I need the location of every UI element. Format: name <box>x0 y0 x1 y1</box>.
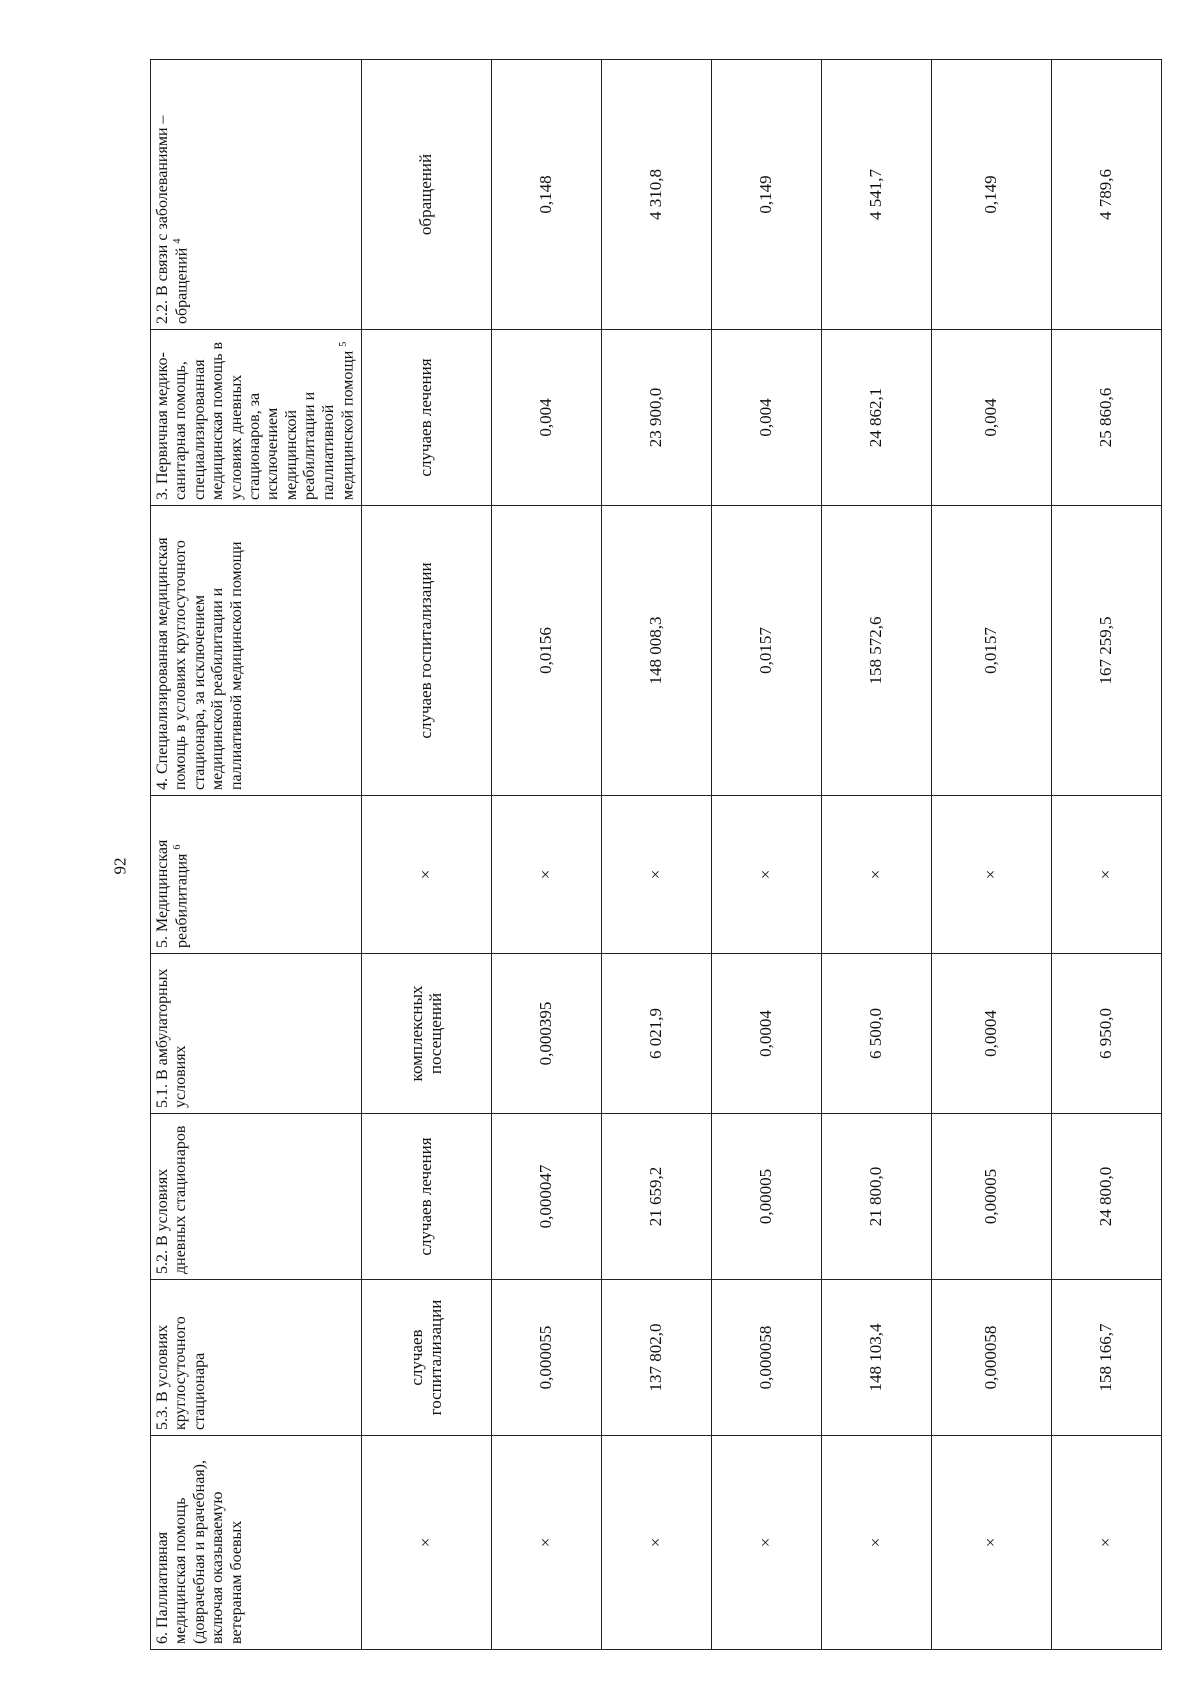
field-row-v3 <box>821 60 931 1650</box>
value-cell: 0,0157 <box>711 506 821 796</box>
row-label-text: 2.2. В связи с заболеваниями – обращений <box>154 115 191 324</box>
footnote-ref: 5 <box>337 341 349 347</box>
value-cell: 0,000058 <box>931 1280 1051 1436</box>
value-cell: 158 166,7 <box>1051 1280 1161 1436</box>
row-label <box>151 1280 362 1436</box>
value-cell: × <box>711 1436 821 1650</box>
unit-cell: обращений <box>361 60 491 330</box>
unit-cell: × <box>361 796 491 954</box>
value-cell: 158 572,6 <box>821 506 931 796</box>
footnote-ref: 4 <box>172 238 184 244</box>
value-cell: × <box>821 796 931 954</box>
row-label <box>151 1436 362 1650</box>
value-cell: 24 862,1 <box>821 330 931 506</box>
value-cell: 23 900,0 <box>601 330 711 506</box>
value-cell: 21 659,2 <box>601 1114 711 1280</box>
unit-cell: случаев лечения <box>361 1114 491 1280</box>
field-row-v5 <box>1051 60 1161 1650</box>
value-cell: × <box>1051 1436 1161 1650</box>
value-cell: 0,0004 <box>711 954 821 1114</box>
unit-cell: случаев лечения <box>361 330 491 506</box>
norms-table <box>150 59 1162 1650</box>
row-label <box>151 1114 362 1280</box>
unit-cell: комплексных посещений <box>361 954 491 1114</box>
value-cell: × <box>491 796 601 954</box>
footnote-ref: 6 <box>172 844 184 850</box>
value-cell: 4 789,6 <box>1051 60 1161 330</box>
value-cell: 167 259,5 <box>1051 506 1161 796</box>
value-cell: 0,0157 <box>931 506 1051 796</box>
field-row-label <box>151 60 362 1650</box>
value-cell: × <box>1051 796 1161 954</box>
value-cell: × <box>931 796 1051 954</box>
value-cell: × <box>711 796 821 954</box>
field-row-v1 <box>601 60 711 1650</box>
row-label <box>151 506 362 796</box>
value-cell: 148 103,4 <box>821 1280 931 1436</box>
value-cell: × <box>821 1436 931 1650</box>
value-cell: × <box>931 1436 1051 1650</box>
table-container <box>150 60 1116 1650</box>
value-cell: 6 021,9 <box>601 954 711 1114</box>
value-cell: 0,149 <box>711 60 821 330</box>
field-row-v4 <box>931 60 1051 1650</box>
value-cell: 0,00005 <box>931 1114 1051 1280</box>
value-cell: 0,000395 <box>491 954 601 1114</box>
value-cell: 148 008,3 <box>601 506 711 796</box>
field-row-unit <box>361 60 491 1650</box>
row-label-text: 5. Медицинская реабилитация <box>154 839 191 948</box>
row-label <box>151 330 362 506</box>
value-cell: 6 500,0 <box>821 954 931 1114</box>
row-label <box>151 954 362 1114</box>
unit-cell: случаев госпитализации <box>361 1280 491 1436</box>
value-cell: 0,149 <box>931 60 1051 330</box>
row-label <box>151 60 362 330</box>
value-cell: 0,000055 <box>491 1280 601 1436</box>
row-label-text: 5.2. В условиях дневных стационаров <box>154 1125 190 1274</box>
page-number: 92 <box>110 857 130 875</box>
row-label-text: 4. Специализированная медицинская помощь в условиях круглосуточного стационара, за исключением медицинской реабилитации и паллиативной медицинской помощи <box>154 537 245 790</box>
value-cell: 0,000047 <box>491 1114 601 1280</box>
value-cell: 0,0156 <box>491 506 601 796</box>
row-label-text: 3. Первичная медико-санитарная помощь, специализированная медицинская помощь в условиях дневных стационаров, за исключением медицинской реабилитации и паллиативной медицинской помощи <box>154 341 357 500</box>
value-cell: 0,148 <box>491 60 601 330</box>
value-cell: 0,000058 <box>711 1280 821 1436</box>
row-label-text: 6. Паллиативная медицинская помощь (доврачебная и врачебная), включая оказываемую ветеранам боевых <box>154 1459 245 1644</box>
value-cell: 0,004 <box>931 330 1051 506</box>
value-cell: 25 860,6 <box>1051 330 1161 506</box>
value-cell: 0,004 <box>711 330 821 506</box>
unit-cell: × <box>361 1436 491 1650</box>
field-row-v0 <box>491 60 601 1650</box>
row-label <box>151 796 362 954</box>
value-cell: 4 541,7 <box>821 60 931 330</box>
value-cell: 24 800,0 <box>1051 1114 1161 1280</box>
value-cell: 4 310,8 <box>601 60 711 330</box>
value-cell: 0,004 <box>491 330 601 506</box>
value-cell: 6 950,0 <box>1051 954 1161 1114</box>
value-cell: 0,00005 <box>711 1114 821 1280</box>
value-cell: × <box>601 796 711 954</box>
row-label-text: 5.3. В условиях круглосуточного стационара <box>154 1316 208 1430</box>
field-row-v2 <box>711 60 821 1650</box>
value-cell: 21 800,0 <box>821 1114 931 1280</box>
value-cell: × <box>601 1436 711 1650</box>
unit-cell: случаев госпитализации <box>361 506 491 796</box>
value-cell: 137 802,0 <box>601 1280 711 1436</box>
value-cell: × <box>491 1436 601 1650</box>
value-cell: 0,0004 <box>931 954 1051 1114</box>
row-label-text: 5.1. В амбулаторных условиях <box>154 968 190 1108</box>
